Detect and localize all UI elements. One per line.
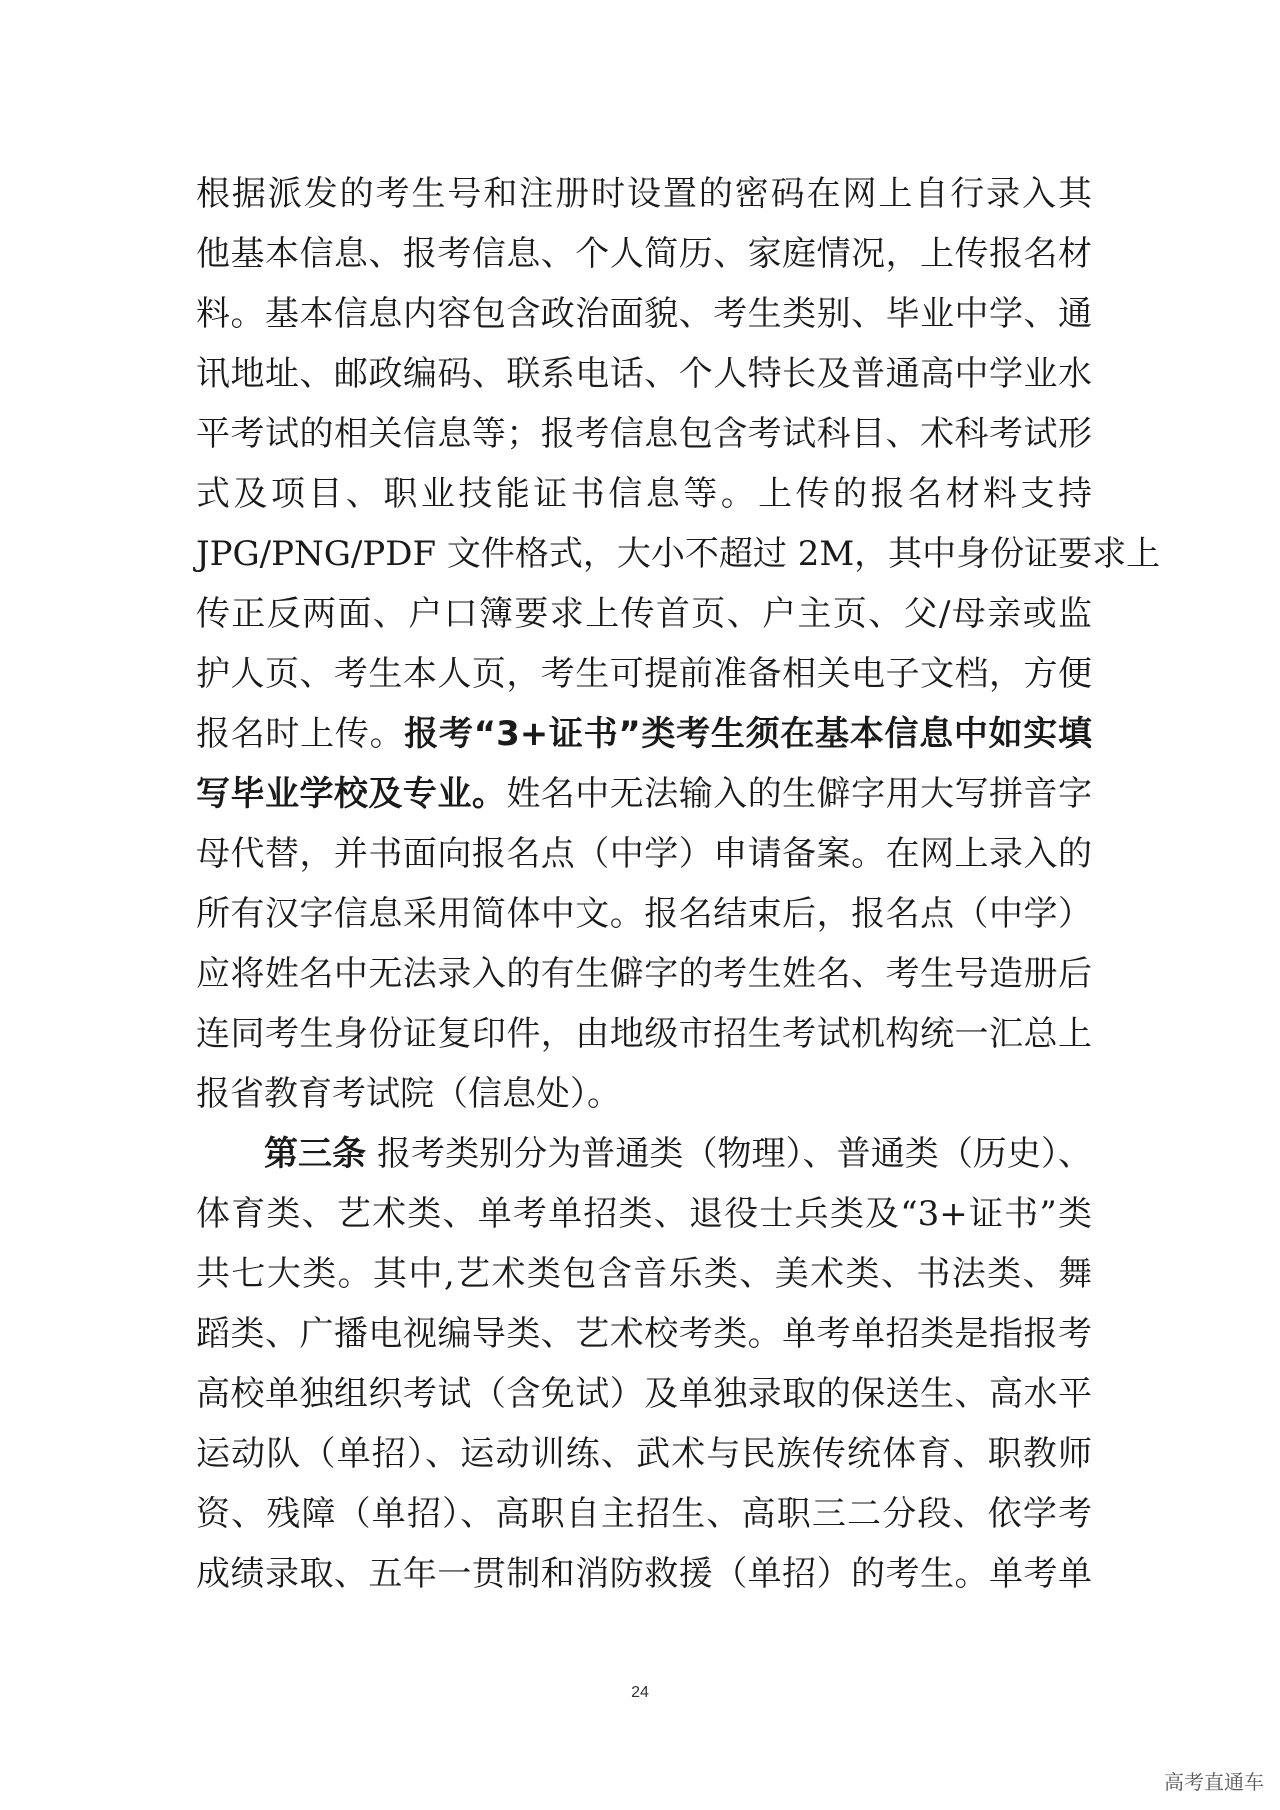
text-line: 资、残障（单招）、高职自主招生、高职三二分段、依学考 xyxy=(196,1494,1092,1534)
text-line: 式及项目、职业技能证书信息等。上传的报名材料支持 xyxy=(196,474,1092,514)
bold-requirement-text: 报考“3+证书”类考生须在基本信息中如实填 xyxy=(404,714,1092,754)
text-line: 平考试的相关信息等；报考信息包含考试科目、术科考试形 xyxy=(196,414,1092,454)
text-line: 讯地址、邮政编码、联系电话、个人特长及普通高中学业水 xyxy=(196,354,1092,394)
text-line: 共七大类。其中,艺术类包含音乐类、美术类、书法类、舞 xyxy=(196,1254,1092,1294)
body-text xyxy=(196,164,1161,1604)
bold-requirement-text: 写毕业学校及专业。 xyxy=(196,774,507,814)
text-line: 高校单独组织考试（含免试）及单独录取的保送生、高水平 xyxy=(196,1374,1092,1414)
text-line: 所有汉字信息采用简体中文。报名结束后，报名点（中学） xyxy=(196,894,1092,934)
text-line: 应将姓名中无法录入的有生僻字的考生姓名、考生号造册后 xyxy=(196,954,1092,994)
text-line: 连同考生身份证复印件，由地级市招生考试机构统一汇总上 xyxy=(196,1014,1092,1054)
article-text: 报考类别分为普通类（物理）、普通类（历史）、 xyxy=(366,1134,1093,1174)
text-line: 根据派发的考生号和注册时设置的密码在网上自行录入其 xyxy=(196,174,1092,214)
watermark: 高考直通车 xyxy=(1164,1770,1264,1794)
text-line: 料。基本信息内容包含政治面貌、考生类别、毕业中学、通 xyxy=(196,294,1092,334)
text-line: 传正反两面、户口簿要求上传首页、户主页、父/母亲或监 xyxy=(196,594,1092,634)
normal-text: 姓名中无法输入的生僻字用大写拼音字 xyxy=(506,774,1093,814)
page-number: 24 xyxy=(631,1684,649,1701)
text-line: 报省教育考试院（信息处）。 xyxy=(196,1074,621,1114)
text-line: 护人页、考生本人页，考生可提前准备相关电子文档，方便 xyxy=(196,654,1092,694)
text-line: 运动队（单招）、运动训练、武术与民族传统体育、职教师 xyxy=(196,1434,1092,1474)
text-line: 母代替，并书面向报名点（中学）申请备案。在网上录入的 xyxy=(196,834,1092,874)
article-heading-line xyxy=(196,1124,1092,1184)
article-title: 第三条 xyxy=(264,1134,367,1174)
text-line-mixed xyxy=(196,764,1092,824)
text-line: JPG/PNG/PDF 文件格式，大小不超过 2M，其中身份证要求上 xyxy=(196,534,1161,574)
text-line: 他基本信息、报考信息、个人简历、家庭情况，上传报名材 xyxy=(196,234,1092,274)
text-line: 成绩录取、五年一贯制和消防救援（单招）的考生。单考单 xyxy=(196,1554,1092,1594)
text-line-mixed xyxy=(196,704,1092,764)
text-line: 蹈类、广播电视编导类、艺术校考类。单考单招类是指报考 xyxy=(196,1314,1092,1354)
normal-text: 报名时上传。 xyxy=(196,714,405,754)
text-line: 体育类、艺术类、单考单招类、退役士兵类及“3+证书”类 xyxy=(196,1194,1092,1234)
